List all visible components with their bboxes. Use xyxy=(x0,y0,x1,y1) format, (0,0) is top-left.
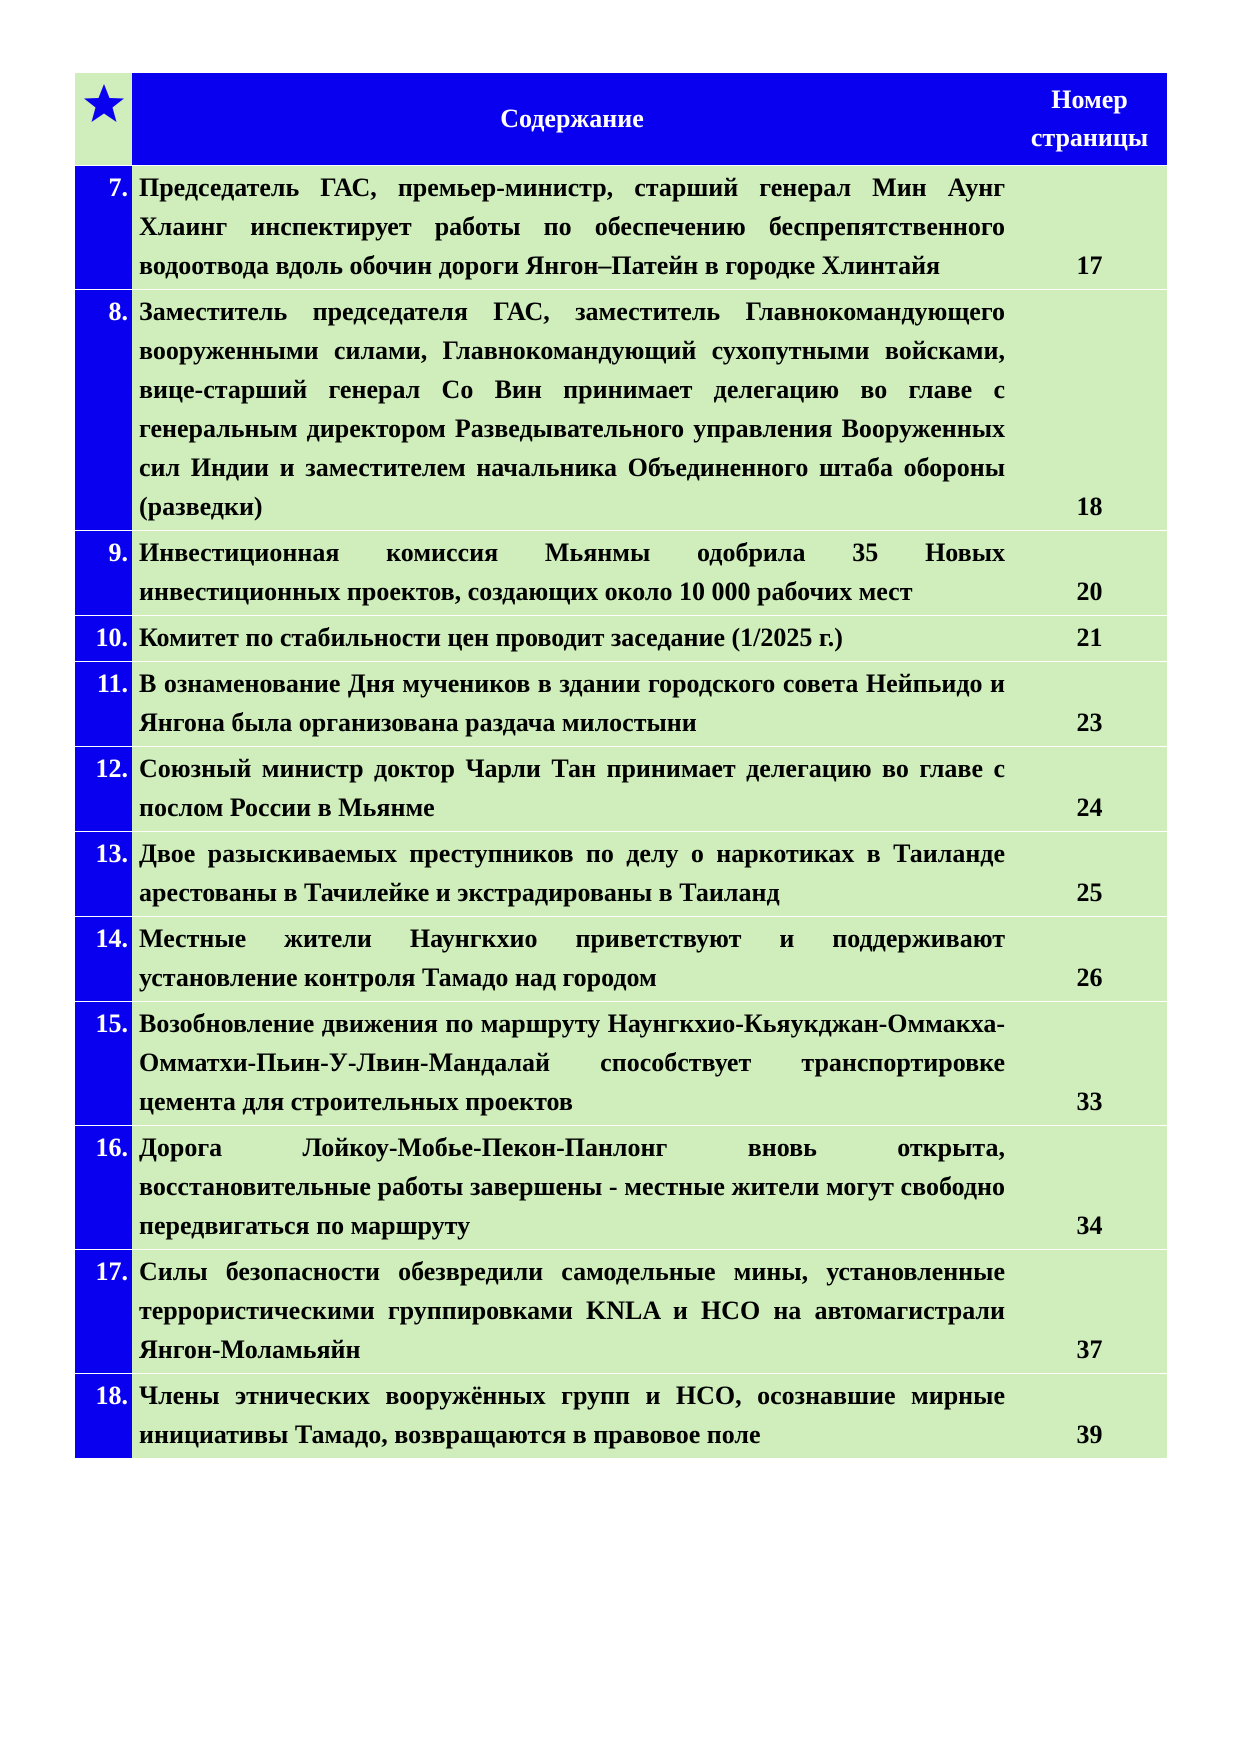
star-cell xyxy=(75,73,132,166)
toc-row[interactable] xyxy=(75,531,1167,616)
item-number: 12. xyxy=(75,747,132,832)
toc-row[interactable] xyxy=(75,1250,1167,1374)
item-page-number[interactable]: 25 xyxy=(1012,832,1167,917)
contents-heading: Содержание xyxy=(132,73,1012,166)
table-of-contents xyxy=(75,73,1167,1458)
item-title[interactable]: Возобновление движения по маршруту Наунгкхио-Кьяукджан-Оммакха-Омматхи-Пьин-У-Лвин-Мандалай способствует транспортировке цемента для строительных проектов xyxy=(132,1002,1012,1126)
toc-header-row xyxy=(75,73,1167,166)
star-icon xyxy=(83,83,125,125)
item-number: 16. xyxy=(75,1126,132,1250)
item-page-number[interactable]: 24 xyxy=(1012,747,1167,832)
item-number: 15. xyxy=(75,1002,132,1126)
item-title[interactable]: Комитет по стабильности цен проводит заседание (1/2025 г.) xyxy=(132,616,1012,662)
item-title[interactable]: Председатель ГАС, премьер-министр, старший генерал Мин Аунг Хлаинг инспектирует работы по обеспечению беспрепятственного водоотвода вдоль обочин дороги Янгон–Патейн в городке Хлинтайя xyxy=(132,166,1012,290)
item-number: 7. xyxy=(75,166,132,290)
item-page-number[interactable]: 17 xyxy=(1012,166,1167,290)
item-title[interactable]: Союзный министр доктор Чарли Тан принимает делегацию во главе с послом России в Мьянме xyxy=(132,747,1012,832)
item-page-number[interactable]: 21 xyxy=(1012,616,1167,662)
item-number: 10. xyxy=(75,616,132,662)
item-number: 17. xyxy=(75,1250,132,1374)
toc-row[interactable] xyxy=(75,166,1167,290)
item-number: 13. xyxy=(75,832,132,917)
item-title[interactable]: Заместитель председателя ГАС, заместитель Главнокомандующего вооруженными силами, Главнокомандующий сухопутными войсками, вице-старший генерал Со Вин принимает делегацию во главе с генеральным директором Разведывательного управления Вооруженных сил Индии и заместителем начальника Объединенного штаба обороны (разведки) xyxy=(132,290,1012,531)
item-page-number[interactable]: 34 xyxy=(1012,1126,1167,1250)
item-title[interactable]: Силы безопасности обезвредили самодельные мины, установленные террористическими группировками KNLA и НСО на автомагистрали Янгон-Моламьяйн xyxy=(132,1250,1012,1374)
item-number: 8. xyxy=(75,290,132,531)
toc-row[interactable] xyxy=(75,1374,1167,1459)
item-title[interactable]: Члены этнических вооружённых групп и НСО, осознавшие мирные инициативы Тамадо, возвращаются в правовое поле xyxy=(132,1374,1012,1459)
item-title[interactable]: Инвестиционная комиссия Мьянмы одобрила 35 Новых инвестиционных проектов, создающих около 10 000 рабочих мест xyxy=(132,531,1012,616)
toc-body xyxy=(75,166,1167,1459)
toc-row[interactable] xyxy=(75,1126,1167,1250)
toc-row[interactable] xyxy=(75,1002,1167,1126)
item-title[interactable]: В ознаменование Дня мучеников в здании городского совета Нейпьидо и Янгона была организована раздача милостыни xyxy=(132,662,1012,747)
item-number: 14. xyxy=(75,917,132,1002)
item-title[interactable]: Местные жители Наунгкхио приветствуют и поддерживают установление контроля Тамадо над городом xyxy=(132,917,1012,1002)
item-page-number[interactable]: 39 xyxy=(1012,1374,1167,1459)
page-number-heading-line2: страницы xyxy=(1030,123,1149,152)
item-page-number[interactable]: 20 xyxy=(1012,531,1167,616)
item-page-number[interactable]: 33 xyxy=(1012,1002,1167,1126)
toc-row[interactable] xyxy=(75,917,1167,1002)
page-number-heading xyxy=(1012,73,1167,166)
item-page-number[interactable]: 18 xyxy=(1012,290,1167,531)
item-title[interactable]: Дорога Лойкоу-Мобье-Пекон-Панлонг вновь открыта, восстановительные работы завершены - местные жители могут свободно передвигаться по маршруту xyxy=(132,1126,1012,1250)
toc-row[interactable] xyxy=(75,290,1167,531)
toc-row[interactable] xyxy=(75,832,1167,917)
toc-row[interactable] xyxy=(75,616,1167,662)
toc-row[interactable] xyxy=(75,747,1167,832)
item-title[interactable]: Двое разыскиваемых преступников по делу о наркотиках в Таиланде арестованы в Тачилейке и экстрадированы в Таиланд xyxy=(132,832,1012,917)
toc-row[interactable] xyxy=(75,662,1167,747)
item-page-number[interactable]: 37 xyxy=(1012,1250,1167,1374)
item-page-number[interactable]: 23 xyxy=(1012,662,1167,747)
item-number: 11. xyxy=(75,662,132,747)
item-number: 9. xyxy=(75,531,132,616)
item-number: 18. xyxy=(75,1374,132,1459)
page-number-heading-line1: Номер xyxy=(1051,85,1128,114)
item-page-number[interactable]: 26 xyxy=(1012,917,1167,1002)
